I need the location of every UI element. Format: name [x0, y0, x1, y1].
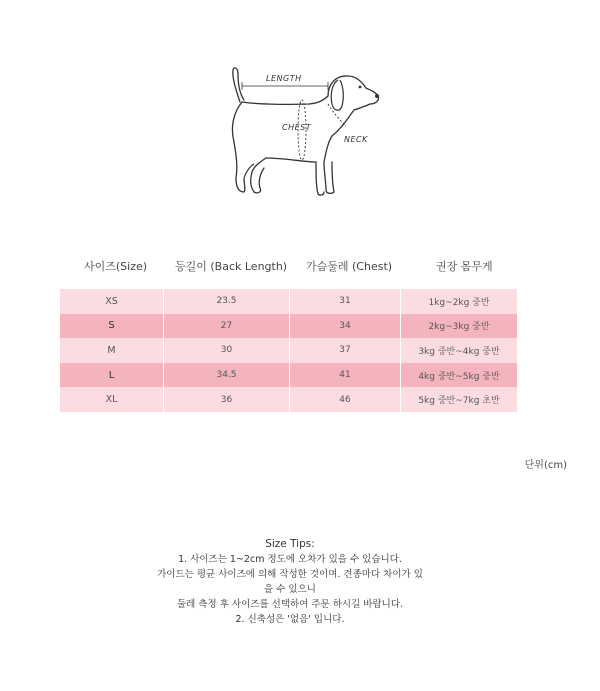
- unit-note: 단위(cm): [524, 460, 567, 471]
- cell-size: XL: [60, 387, 164, 412]
- chest-label: CHEST: [282, 123, 312, 132]
- cell-chest: 46: [290, 387, 401, 412]
- table-row-xl: [60, 387, 517, 412]
- cell-chest: 37: [290, 338, 401, 363]
- size-table: [60, 289, 517, 412]
- header-weight: 권장 몸무게: [436, 260, 493, 273]
- cell-size: XS: [60, 289, 164, 314]
- table-row-m: [60, 338, 517, 363]
- tips-line: 가이드는 평균 사이즈에 의해 작성한 것이며. 견종마다 차이가 있: [157, 569, 423, 580]
- header-size: 사이즈(Size): [84, 260, 148, 273]
- table-row-s: [60, 314, 517, 339]
- header-back-length: 등길이 (Back Length): [175, 260, 288, 273]
- length-label: LENGTH: [266, 74, 302, 83]
- cell-size: L: [60, 363, 164, 388]
- cell-back-length: 36: [164, 387, 290, 412]
- cell-size: M: [60, 338, 164, 363]
- cell-weight: 3kg 중반~4kg 중반: [418, 346, 500, 357]
- cell-weight: 1kg~2kg 중반: [428, 297, 490, 308]
- dog-measurement-diagram: [214, 62, 384, 210]
- cell-weight: 4kg 중반~5kg 중반: [418, 371, 500, 382]
- cell-weight: 5kg 중반~7kg 초반: [418, 396, 500, 407]
- cell-chest: 31: [290, 289, 401, 314]
- neck-label: NECK: [344, 135, 368, 144]
- cell-size: S: [60, 314, 164, 339]
- dog-outline-illustration: [214, 62, 384, 210]
- header-chest: 가슴둘레 (Chest): [306, 260, 393, 273]
- cell-back-length: 27: [164, 314, 290, 339]
- cell-back-length: 30: [164, 338, 290, 363]
- table-row-l: [60, 363, 517, 388]
- table-row-xs: [60, 289, 517, 314]
- tips-title: Size Tips:: [265, 538, 315, 550]
- cell-weight: 2kg~3kg 중반: [428, 322, 490, 333]
- cell-back-length: 23.5: [164, 289, 290, 314]
- cell-chest: 34: [290, 314, 401, 339]
- tips-line: 을 수 있으니: [264, 584, 316, 595]
- tips-line: 2. 신축성은 '없음' 입니다.: [235, 614, 345, 625]
- cell-chest: 41: [290, 363, 401, 388]
- size-tips: [120, 537, 460, 627]
- cell-back-length: 34.5: [164, 363, 290, 388]
- tips-line: 1. 사이즈는 1~2cm 정도에 오차가 있을 수 있습니다.: [178, 554, 402, 565]
- tips-line: 둘레 측정 후 사이즈를 선택하여 주문 하시길 바랍니다.: [176, 599, 404, 610]
